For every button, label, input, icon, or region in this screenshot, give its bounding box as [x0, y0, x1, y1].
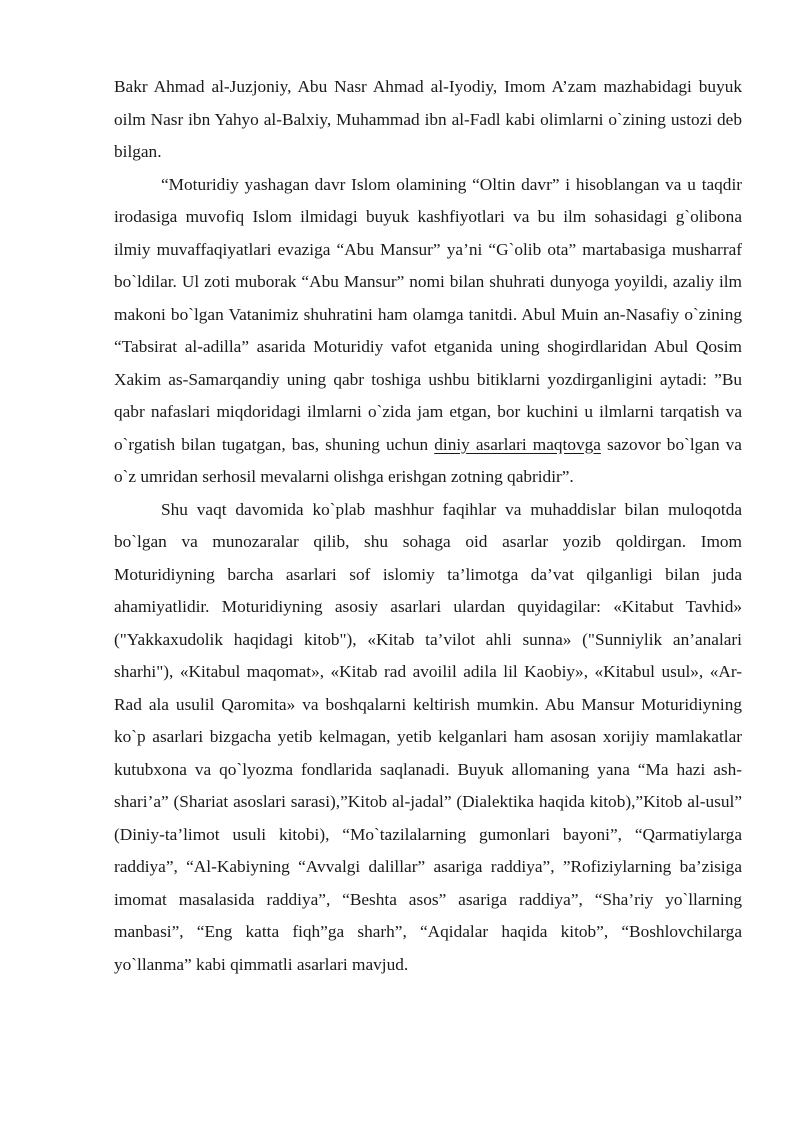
- paragraph-1-text: Bakr Ahmad al-Juzjoniy, Abu Nasr Ahmad al-Iyodiy, Imom A’zam mazhabidagi buyuk oilm Nasr ibn Yahyo al-Balxiy, Muhammad ibn al-Fadl kabi olimlarni o`zining ustozi deb bilgan.: [114, 77, 742, 161]
- paragraph-3: [114, 494, 742, 982]
- paragraph-1: [114, 71, 742, 169]
- underlined-phrase: diniy asarlari maqtovga: [434, 434, 601, 454]
- document-page: [114, 71, 742, 981]
- paragraph-2-text-start: “Moturidiy yashagan davr Islom olamining “Oltin davr” i hisoblangan va u taqdir irodasiga muvofiq Islom ilmidagi buyuk kashfiyotlari va bu ilm sohasidagi g`olibona ilmiy muvaffaqiyatlari evaziga “Abu Mansur” ya’ni “G`olib ota” martabasiga musharraf bo`ldilar. Ul zoti muborak “Abu Mansur” nomi bilan shuhrati dunyoga yoyildi, azaliy ilm makoni bo`lgan Vatanimiz shuhratini ham olamga tanitdi. Abul Muin an-Nasafiy o`zining “Tabsirat al-adilla” asarida Moturidiy vafot etganida uning shogirdlaridan Abul Qosim Xakim as-Samarqandiy uning qabr toshiga ushbu bitiklarni yozdirganligini aytadi: ”Bu qabr nafaslari miqdoridagi ilmlarni o`zida jam etgan, bor kuchini u ilmlarni tarqatish va o`rgatish bilan tugatgan, bas, shuning uchun: [114, 174, 742, 454]
- paragraph-2: [114, 169, 742, 494]
- paragraph-3-text: Shu vaqt davomida ko`plab mashhur faqihlar va muhaddislar bilan muloqotda bo`lgan va munozaralar qilib, shu sohaga oid asarlar yozib qoldirgan. Imom Moturidiyning barcha asarlari sof islomiy ta’limotga da’vat qilganligi bilan juda ahamiyatlidir. Moturidiyning asosiy asarlari ulardan quyidagilar: «Kitabut Tavhid» ("Yakkaxudolik haqidagi kitob"), «Kitab ta’vilot ahli sunna» ("Sunniylik an’analari sharhi"), «Kitabul maqomat», «Kitab rad avoilil adila lil Kaobiy», «Kitabul usul», «Ar-Rad ala usulil Qaromita» va boshqalarni keltirish mumkin. Abu Mansur Moturidiyning ko`p asarlari bizgacha yetib kelmagan, yetib kelganlari ham asosan xorijiy mamlakatlar kutubxona va qo`lyozma fondlarida saqlanadi. Buyuk allomaning yana “Ma hazi ash-shari’a” (Shariat asoslari sarasi),”Kitob al-jadal” (Dialektika haqida kitob),”Kitob al-usul” (Diniy-ta’limot usuli kitobi), “Mo`tazilalarning gumonlari bayoni”, “Qarmatiylarga raddiya”, “Al-Kabiyning “Avvalgi dalillar” asariga raddiya”, ”Rofiziylarning ba’zisiga imomat masalasida raddiya”, “Beshta asos” asariga raddiya”, “Sha’riy yo`llarning manbasi”, “Eng katta fiqh”ga sharh”, “Aqidalar haqida kitob”, “Boshlovchilarga yo`llanma” kabi qimmatli asarlari mavjud.: [114, 499, 742, 974]
- paragraph-2-text-end: sazovor bo`lgan va o`z umridan serhosil mevalarni olishga erishgan zotning qabridir”.: [114, 434, 742, 486]
